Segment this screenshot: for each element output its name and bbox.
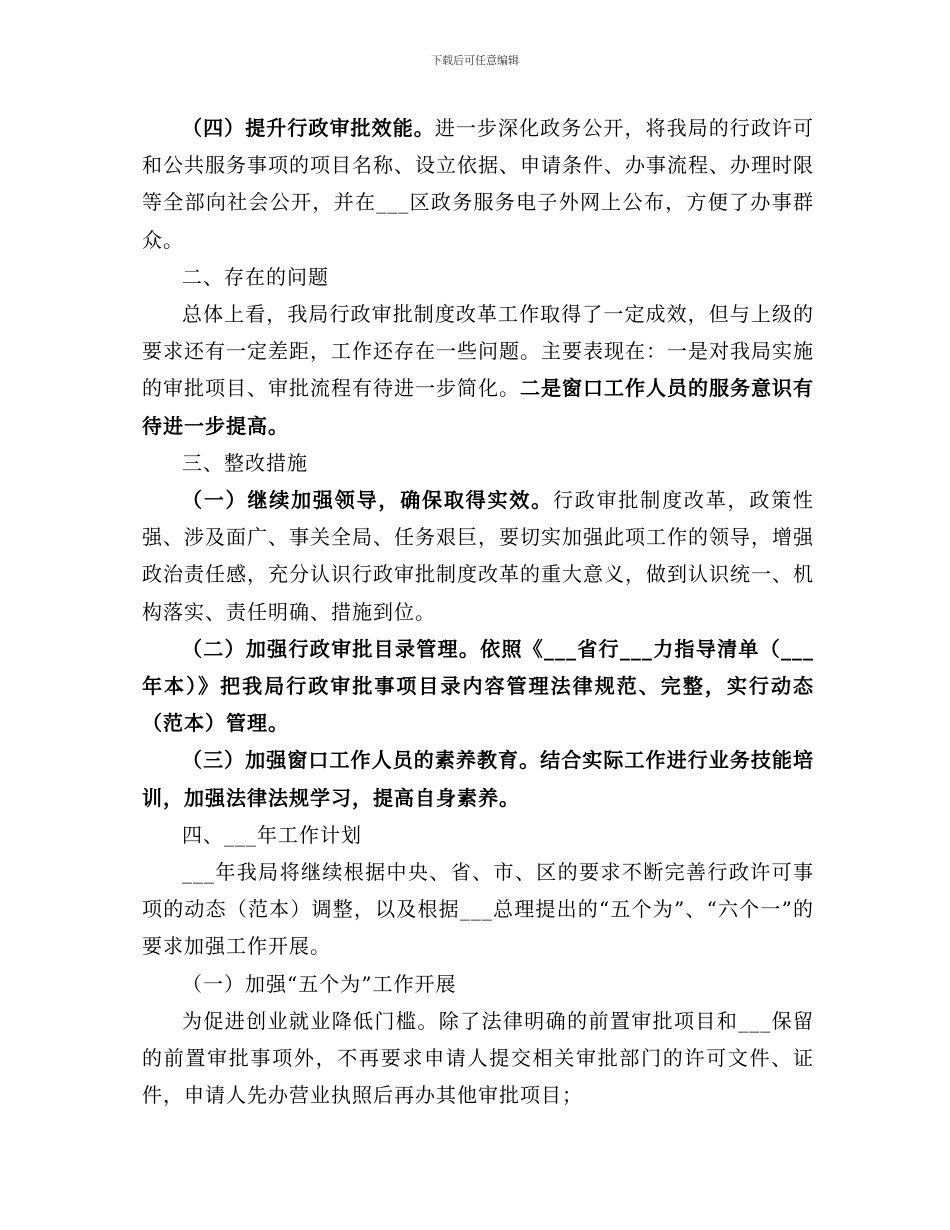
paragraph-bold-tail: 二是窗口工作人员的服务意识有待进一步提高。 xyxy=(142,376,814,438)
paragraph-leadership xyxy=(142,482,814,631)
section-heading-measures xyxy=(142,445,814,482)
subheading-five-for xyxy=(142,966,814,1003)
paragraph-improve-efficiency xyxy=(142,110,814,259)
paragraph-text: 总体上看，我局行政审批制度改革工作取得了一定成效，但与上级的要求还有一定差距，工作还存在一些问题。主要表现在：一是对我局实施的审批项目、审批流程有待进一步简化。 xyxy=(142,302,814,401)
paragraph-heading: （四）提升行政审批效能。 xyxy=(182,116,435,140)
paragraph-text: 进一步深化政务公开，将我局的行政许可和公共服务事项的项目名称、设立依据、申请条件、办事流程、办理时限等全部向社会公开，并在___区政务服务电子外网上公布，方便了办事群众。 xyxy=(142,116,815,252)
document-body xyxy=(142,110,814,1114)
paragraph-heading: （三）加强窗口工作人员的素养教育。结合实际工作进行业务技能培训，加强法律法规学习，提高自身素养。 xyxy=(142,748,814,810)
paragraph-problems xyxy=(142,296,814,445)
paragraph-text: ___年我局将继续根据中央、省、市、区的要求不断完善行政许可事项的动态（范本）调整，以及根据___总理提出的“五个为”、“六个一”的要求加强工作开展。 xyxy=(142,860,814,959)
paragraph-heading: （一）继续加强领导，确保取得实效。 xyxy=(182,488,553,513)
paragraph-lower-threshold xyxy=(142,1003,814,1115)
section-heading-work-plan xyxy=(142,817,814,854)
section-heading-text: 三、整改措施 xyxy=(182,450,308,475)
paragraph-text: 为促进创业就业降低门槛。除了法律明确的前置审批项目和___保留的前置审批事项外，不再要求申请人提交相关审批部门的许可文件、证件，申请人先办营业执照后再办其他审批项目； xyxy=(142,1008,814,1108)
paragraph-heading: （二）加强行政审批目录管理。依照《___省行___力指导清单（___年本）》把我局行政审批事项目录内容管理法律规范、完整，实行动态（范本）管理。 xyxy=(142,636,814,736)
section-heading-text: 二、存在的问题 xyxy=(182,264,329,289)
subheading-text: （一）加强“五个为”工作开展 xyxy=(182,971,457,996)
section-heading-problems xyxy=(142,259,814,296)
paragraph-staff-education xyxy=(142,742,814,816)
paragraph-catalog-management xyxy=(142,631,814,743)
page-header: 下载后可任意编辑 xyxy=(431,54,519,67)
paragraph-text: 行政审批制度改革，政策性强、涉及面广、事关全局、任务艰巨，要切实加强此项工作的领导，增强政治责任感，充分认识行政审批制度改革的重大意义，做到认识统一、机构落实、责任明确、措施到位。 xyxy=(142,488,815,624)
section-heading-text: 四、___年工作计划 xyxy=(182,822,362,847)
paragraph-work-plan xyxy=(142,854,814,966)
